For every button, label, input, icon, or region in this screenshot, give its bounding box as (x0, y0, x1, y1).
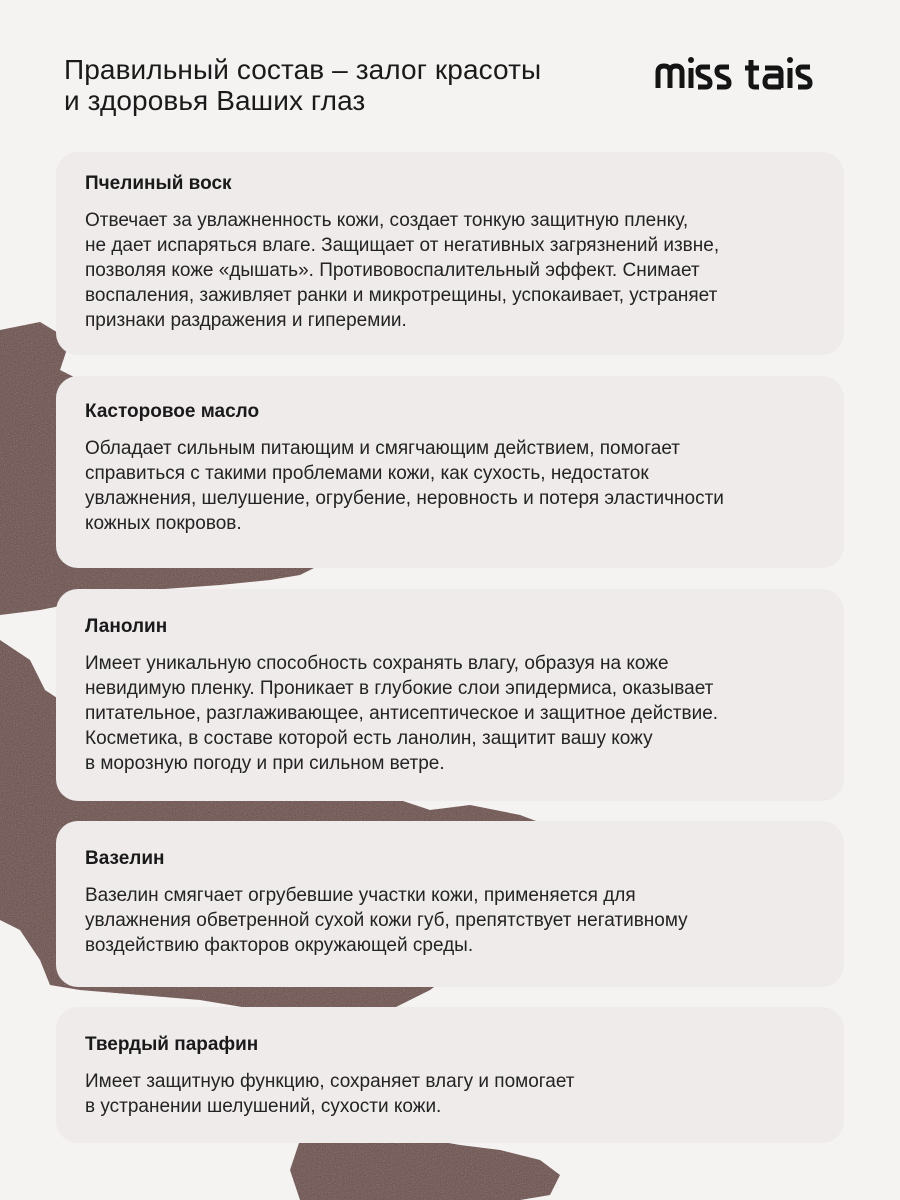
description-line: Имеет защитную функцию, сохраняет влагу и помогает (85, 1071, 575, 1092)
description-line: Обладает сильным питающим и смягчающим действием, помогает (85, 438, 680, 459)
ingredient-description (85, 883, 814, 958)
description-line: увлажнения, шелушение, огрубение, неровность и потеря эластичности (85, 488, 724, 509)
description-line: позволяя коже «дышать». Противовоспалительный эффект. Снимает (85, 260, 700, 281)
ingredient-description (85, 651, 814, 776)
ingredient-card-hard-paraffin (56, 1007, 844, 1143)
ingredient-card-vaseline (56, 821, 844, 987)
description-line: в устранении шелушений, сухости кожи. (85, 1096, 442, 1117)
description-line: невидимую пленку. Проникает в глубокие слои эпидермиса, оказывает (85, 678, 714, 699)
description-line: кожных покровов. (85, 513, 242, 534)
description-line: Имеет уникальную способность сохранять влагу, образуя на коже (85, 653, 669, 674)
page-title-line-1: Правильный состав – залог красоты (64, 54, 542, 85)
description-line: питательное, разглаживающее, антисептическое и защитное действие. (85, 703, 719, 724)
page-header (64, 54, 541, 116)
ingredient-title: Пчелиный воск (85, 173, 232, 194)
brand-logo (655, 54, 840, 98)
ingredient-description (85, 208, 814, 333)
ingredient-title: Касторовое масло (85, 401, 260, 422)
description-line: в морозную погоду и при сильном ветре. (85, 753, 445, 774)
description-line: воздействию факторов окружающей среды. (85, 935, 474, 956)
page-title-line-2: и здоровья Ваших глаз (64, 85, 366, 116)
ingredient-title: Твердый парафин (85, 1034, 259, 1055)
ingredient-description (85, 1069, 814, 1119)
smear-lower (290, 1135, 560, 1200)
ingredient-title: Ланолин (85, 616, 168, 637)
description-line: признаки раздражения и гиперемии. (85, 310, 407, 331)
description-line: Отвечает за увлажненность кожи, создает тонкую защитную пленку, (85, 210, 689, 231)
ingredient-description (85, 436, 814, 536)
ingredient-card-beeswax (56, 152, 844, 355)
description-line: не дает испаряться влаге. Защищает от негативных загрязнений извне, (85, 235, 720, 256)
description-line: увлажнения обветренной сухой кожи губ, препятствует негативному (85, 910, 688, 931)
description-line: Вазелин смягчает огрубевшие участки кожи, применяется для (85, 885, 636, 906)
ingredient-card-castor-oil (56, 376, 844, 568)
description-line: Косметика, в составе которой есть ланолин, защитит вашу кожу (85, 728, 653, 749)
ingredient-title: Вазелин (85, 848, 165, 869)
description-line: справиться с такими проблемами кожи, как сухость, недостаток (85, 463, 649, 484)
ingredient-card-lanolin (56, 589, 844, 801)
description-line: воспаления, заживляет ранки и микротрещины, успокаивает, устраняет (85, 285, 718, 306)
